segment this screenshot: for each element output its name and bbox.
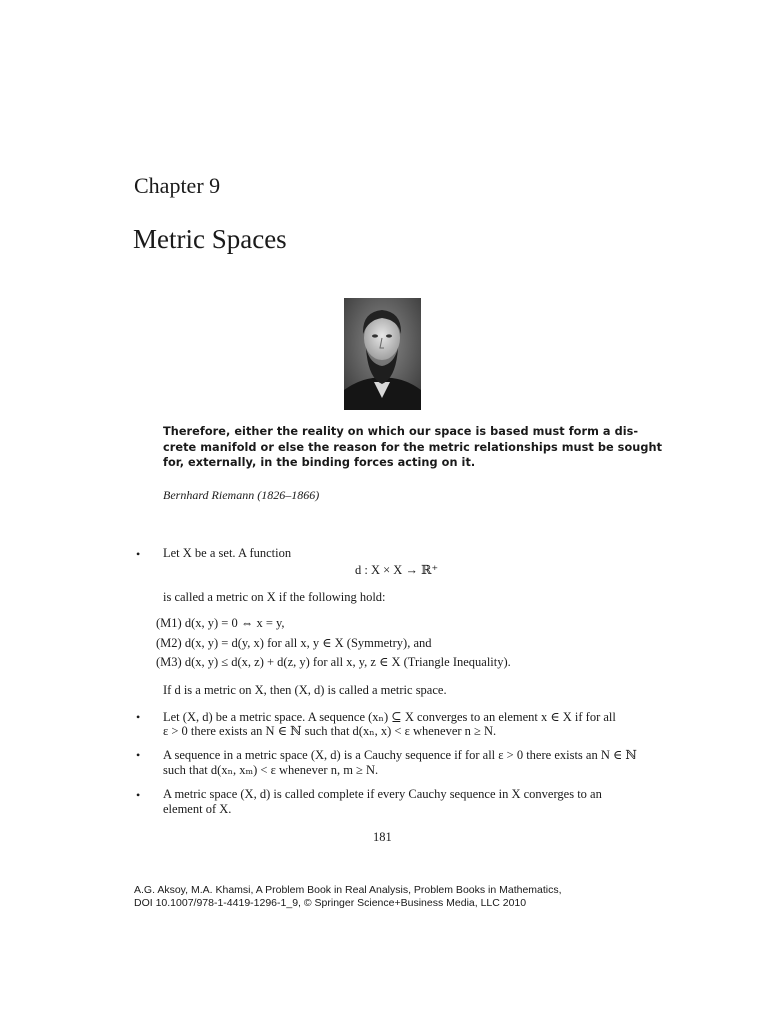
bullet-1-intro: Let X be a set. A function xyxy=(163,546,292,560)
citation-footer xyxy=(134,884,562,910)
riemann-portrait-image xyxy=(344,298,421,410)
portrait-drawing xyxy=(344,298,421,410)
cauchy-line-2: such that d(xₙ, xₘ) < ε whenever n, m ≥ N. xyxy=(163,763,379,777)
bullet-marker: • xyxy=(136,788,141,802)
bullet-marker: • xyxy=(136,547,141,561)
axiom-m1: (M1) d(x, y) = 0 ⇔ x = y, xyxy=(156,616,285,630)
complete-line-2: element of X. xyxy=(163,802,232,816)
complete-line-1: A metric space (X, d) is called complete if every Cauchy sequence in X converges to an xyxy=(163,787,602,801)
citation-line-2: DOI 10.1007/978-1-4419-1296-1_9, © Springer Science+Business Media, LLC 2010 xyxy=(134,897,527,909)
page-number: 181 xyxy=(373,830,392,844)
epigraph-attribution: Bernhard Riemann (1826–1866) xyxy=(163,488,320,502)
epigraph-line: Therefore, either the reality on which our space is based must form a dis- xyxy=(163,425,639,438)
metric-function-formula: d : X × X → ℝ⁺ xyxy=(355,563,439,577)
chapter-label: Chapter 9 xyxy=(134,173,221,198)
epigraph-quote xyxy=(163,424,663,471)
epigraph-line: for, externally, in the binding forces acting on it. xyxy=(163,456,476,469)
axiom-m3: (M3) d(x, y) ≤ d(x, z) + d(z, y) for all x, y, z ∈ X (Triangle Inequality). xyxy=(156,655,511,669)
citation-line-1: A.G. Aksoy, M.A. Khamsi, A Problem Book in Real Analysis, Problem Books in Mathematics, xyxy=(134,884,562,896)
convergence-line-1: Let (X, d) be a metric space. A sequence (xₙ) ⊆ X converges to an element x ∈ X if for all xyxy=(163,710,616,724)
chapter-title: Metric Spaces xyxy=(133,224,287,254)
bullet-1-called: is called a metric on X if the following hold: xyxy=(163,590,386,604)
axiom-m2: (M2) d(x, y) = d(y, x) for all x, y ∈ X (Symmetry), and xyxy=(156,636,432,650)
metric-space-definition: If d is a metric on X, then (X, d) is called a metric space. xyxy=(163,683,447,697)
bullet-marker: • xyxy=(136,748,141,762)
convergence-line-2: ε > 0 there exists an N ∈ ℕ such that d(xₙ, x) < ε whenever n ≥ N. xyxy=(163,724,497,738)
cauchy-line-1: A sequence in a metric space (X, d) is a Cauchy sequence if for all ε > 0 there exists an N ∈ ℕ xyxy=(163,748,637,762)
epigraph-line: crete manifold or else the reason for the metric relationships must be sought xyxy=(163,440,663,454)
bullet-marker: • xyxy=(136,710,141,724)
